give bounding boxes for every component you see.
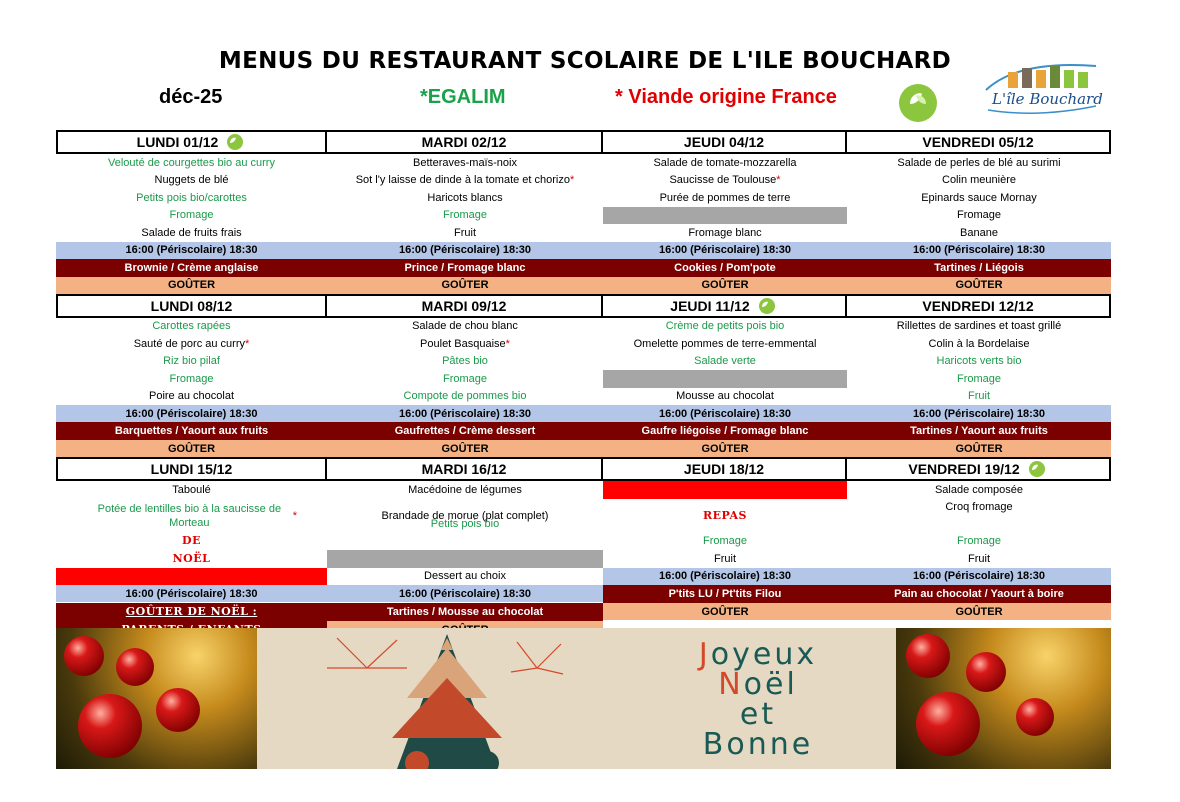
christmas-meal-label: DE [182,534,201,548]
menu-item: Dessert au choix [424,570,506,583]
christmas-gouter-title: GOÛTER DE NOËL : [56,603,327,621]
snack-item: Cookies / Pom'pote [603,259,847,277]
menu-item: Croq fromage [945,501,1013,513]
menu-item: Mousse au chocolat [676,390,774,403]
menu-item: Colin meunière [942,174,1016,187]
greeting-text: Joyeux Noël et Bonne [698,637,818,762]
viande-legend: * Viande origine France [615,86,837,108]
origin-star: * [245,337,250,350]
periscolaire-label: 16:00 (Périscolaire) 18:30 [56,585,327,602]
menu-item: Petits pois bio/carottes [136,191,247,204]
origin-star: * [292,509,297,522]
periscolaire-label: 16:00 (Périscolaire) 18:30 [847,405,1111,422]
christmas-banner [56,628,1111,769]
menu-item: Brandade de morue (plat complet) [381,509,549,522]
menu-item: Taboulé [172,483,211,496]
month-label: déc-25 [159,86,223,108]
snack-item: Barquettes / Yaourt aux fruits [56,422,327,440]
gouter-label: GOÛTER [56,277,327,294]
menu-item: Omelette pommes de terre-emmental [633,337,817,350]
menu-item: Fruit [714,552,736,565]
menu-item: Banane [960,226,998,239]
menu-item: Compote de pommes bio [403,390,527,403]
empty-cell [603,207,847,225]
menu-item: Salade de perles de blé au surimi [897,156,1061,169]
periscolaire-label: 16:00 (Périscolaire) 18:30 [327,242,603,259]
day-header: LUNDI 08/12 [56,294,327,318]
menu-item: Saucisse de Toulouse * [669,174,781,187]
periscolaire-label: 16:00 (Périscolaire) 18:30 [603,568,847,585]
ile-bouchard-logo [978,56,1106,118]
menu-item: Petits pois bio [430,518,500,531]
day-header: VENDREDI 05/12 [845,130,1111,154]
day-header: JEUDI 11/12 [601,294,847,318]
gouter-label: GOÛTER [847,277,1111,294]
snack-item: P'tits LU / Pt'tits Filou [603,585,847,603]
menu-item: Fromage [956,209,1002,222]
menu-item: Nuggets de blé [154,174,229,187]
origin-star: * [776,174,781,187]
menu-item: Fromage [169,372,214,385]
menu-item: Rillettes de sardines et toast grillé [896,320,1062,333]
christmas-red-cell [603,481,847,499]
vegetarian-icon [756,297,778,315]
snack-item: Pain au chocolat / Yaourt à boire [847,585,1111,603]
svg-text:L'île Bouchard: L'île Bouchard [992,90,1103,108]
snack-item: Prince / Fromage blanc [327,259,603,277]
vegetarian-logo-icon [896,82,940,124]
menu-item: Poire au chocolat [149,390,234,403]
day-header: LUNDI 01/12 [56,130,327,154]
origin-star: * [505,337,510,350]
menu-item: Salade de fruits frais [141,226,242,239]
snack-item: Brownie / Crème anglaise [56,259,327,277]
periscolaire-label: 16:00 (Périscolaire) 18:30 [847,242,1111,259]
periscolaire-label: 16:00 (Périscolaire) 18:30 [327,405,603,422]
menu-item: Epinards sauce Mornay [921,191,1037,204]
menu-item: Haricots blancs [427,191,503,204]
day-header: VENDREDI 19/12 [845,457,1111,481]
gouter-label: GOÛTER [327,440,603,457]
ornaments-left-image [56,628,257,769]
egalim-legend: *EGALIM [420,86,506,108]
empty-cell [327,550,603,568]
periscolaire-label: 16:00 (Périscolaire) 18:30 [603,405,847,422]
menu-item: Fruit [968,552,990,565]
gouter-label: GOÛTER [847,603,1111,620]
menu-item: Carottes rapées [152,320,231,333]
menu-item: Poulet Basquaise * [420,337,510,350]
snack-item: Tartines / Yaourt aux fruits [847,422,1111,440]
menu-table [56,130,1111,638]
ornaments-right-image [896,628,1111,769]
menu-item: Riz bio pilaf [163,355,220,368]
periscolaire-label: 16:00 (Périscolaire) 18:30 [56,405,327,422]
menu-item: Velouté de courgettes bio au curry [108,156,275,169]
snack-item: Gaufre liégoise / Fromage blanc [603,422,847,440]
menu-item: Colin à la Bordelaise [928,337,1030,350]
christmas-red-cell [56,568,327,586]
vegetarian-icon [1026,460,1048,478]
day-header: MARDI 16/12 [325,457,603,481]
menu-item: Salade de chou blanc [412,320,518,333]
snack-item: Tartines / Liégois [847,259,1111,277]
menu-item: Crème de petits pois bio [665,320,785,333]
origin-star: * [570,174,575,187]
gouter-label: GOÛTER [603,603,847,620]
menu-item: Purée de pommes de terre [659,191,791,204]
menu-item: Fromage [702,535,748,548]
menu-item: Salade verte [694,355,756,368]
gouter-label: GOÛTER [56,440,327,457]
menu-item: Salade composée [934,483,1024,496]
day-header: JEUDI 18/12 [601,457,847,481]
menu-item: Betteraves-maïs-noix [413,156,517,169]
menu-item: Sauté de porc au curry * [133,337,250,350]
menu-item: Pâtes bio [442,355,488,368]
day-header: VENDREDI 12/12 [845,294,1111,318]
gouter-label: GOÛTER [327,277,603,294]
menu-item: Haricots verts bio [936,355,1022,368]
vegetarian-icon [224,133,246,151]
gouter-label: GOÛTER [603,440,847,457]
periscolaire-label: 16:00 (Périscolaire) 18:30 [56,242,327,259]
day-header: JEUDI 04/12 [601,130,847,154]
periscolaire-label: 16:00 (Périscolaire) 18:30 [327,585,603,602]
christmas-meal-label: NOËL [172,551,211,565]
gouter-label: GOÛTER [847,440,1111,457]
menu-item: Fromage [956,535,1002,548]
gouter-label: GOÛTER [603,277,847,294]
day-header: LUNDI 15/12 [56,457,327,481]
menu-item: Fromage [169,209,214,222]
menu-item: Salade de tomate-mozzarella [653,156,797,169]
menu-item: Fruit [968,390,990,403]
snack-item: Tartines / Mousse au chocolat [327,603,603,621]
christmas-meal-label: REPAS [703,508,747,522]
christmas-tree-image [257,628,896,769]
menu-item: Fromage [442,209,488,222]
menu-item: Fromage [442,372,488,385]
page-title: MENUS DU RESTAURANT SCOLAIRE DE L'ILE BOUCHARD [218,48,952,74]
menu-item: Sot l'y laisse de dinde à la tomate et chorizo * [355,174,575,187]
menu-item: Fromage [956,372,1002,385]
empty-cell [603,370,847,388]
menu-item: Fromage blanc [688,226,762,239]
day-header: MARDI 09/12 [325,294,603,318]
periscolaire-label: 16:00 (Périscolaire) 18:30 [847,568,1111,585]
snack-item: Gaufrettes / Crème dessert [327,422,603,440]
menu-item: Fruit [454,226,476,239]
menu-item: Macédoine de légumes [408,483,522,496]
day-header: MARDI 02/12 [325,130,603,154]
periscolaire-label: 16:00 (Périscolaire) 18:30 [603,242,847,259]
menu-item: Potée de lentilles bio à la saucisse de Morteau * [97,502,297,529]
